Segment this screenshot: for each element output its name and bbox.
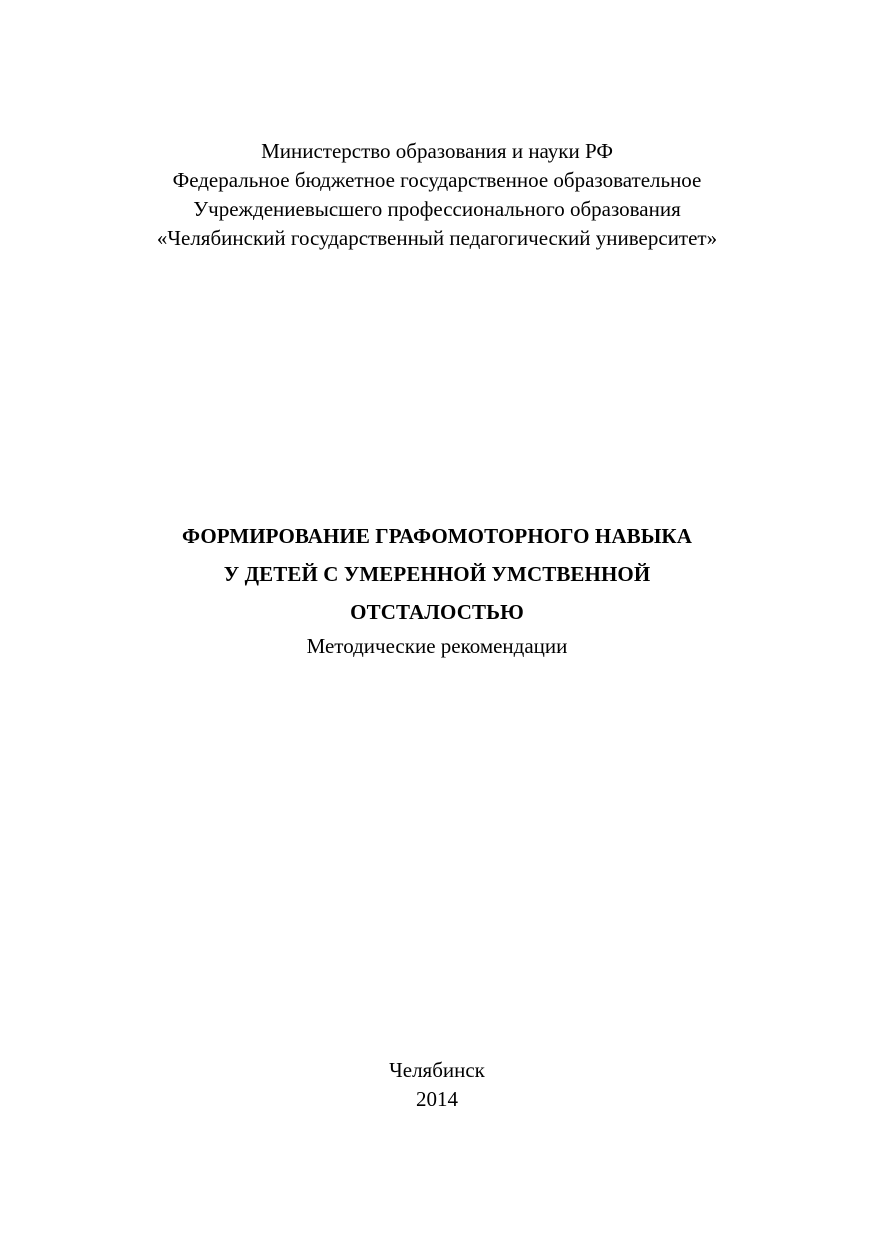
institution-header — [0, 137, 874, 253]
document-title-line-3: ОТСТАЛОСТЬЮ — [350, 600, 524, 624]
publication-info — [0, 1056, 874, 1114]
institution-level-line: Учреждениевысшего профессионального образования — [193, 197, 681, 221]
institution-type-line: Федеральное бюджетное государственное образовательное — [172, 168, 702, 192]
publication-city: Челябинск — [389, 1058, 485, 1082]
document-title-line-1: ФОРМИРОВАНИЕ ГРАФОМОТОРНОГО НАВЫКА — [181, 524, 693, 548]
document-title-block — [0, 517, 874, 661]
document-subtitle: Методические рекомендации — [306, 634, 568, 658]
publication-year: 2014 — [416, 1087, 458, 1111]
ministry-line: Министерство образования и науки РФ — [261, 139, 613, 163]
document-title-line-2: У ДЕТЕЙ С УМЕРЕННОЙ УМСТВЕННОЙ — [223, 562, 651, 586]
university-name-line: «Челябинский государственный педагогический университет» — [156, 226, 718, 250]
